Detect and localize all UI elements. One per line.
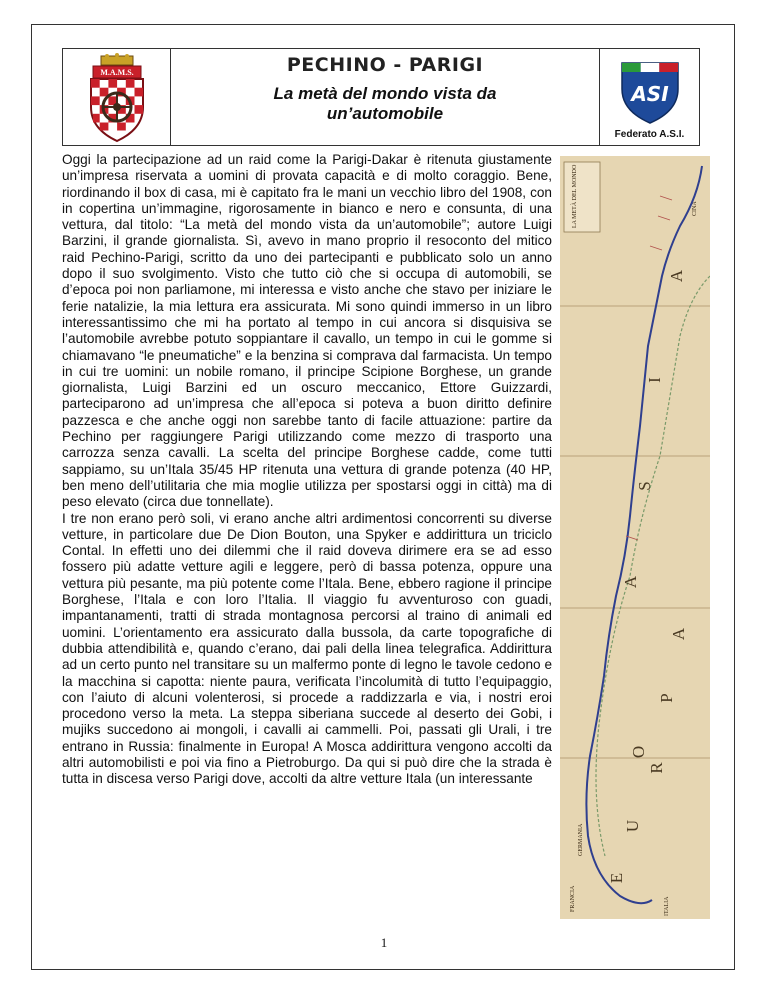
map-letter-o: O [629, 745, 648, 759]
mams-shield-icon [63, 49, 171, 145]
map-letter-i: I [645, 377, 664, 383]
header-box [62, 48, 700, 146]
article-body: Oggi la partecipazione ad un raid come la Parigi-Dakar è ritenuta giustamente un’impresa riservata a uomini di provata capacità e di molto coraggio. Bene, riordinando il box di casa, mi è capitato fra le mani un vecchio libro del 1908, con in copertina un’immagine, rigorosamente in bianco e nero e consunta, di una vettura, dal titolo: “La metà del mondo vista da un’automobile”; autore Luigi Barzini, il grande giornalista. Sì, avevo in mano proprio il resoconto del mitico raid Pechino-Parigi, scritto da uno dei partecipanti e pubblicato solo un anno dopo il suo svolgimento. Visto che tutto ciò che si occupa di automobili, se d’epoca poi non parliamone, mi interessa e visto anche che stavo per iniziare le ferie natalizie, la mia lettura era assicurata. Mi sono quindi immerso in un libro interessantissimo che mi ha portato al tempo in cui ancora si disquisiva se l’automobile avrebbe potuto soppiantare il cavallo, un tempo in cui le gomme si chiamavano “le pneumatiche” e la benzina si comprava dal farmacista. Un tempo in cui tre uomini: un nobile romano, il principe Scipione Borghese, un grande giornalista, Luigi Barzini ed un oscuro meccanico, Ettore Guizzardi, parteciparono ad un’impresa che all’epoca si poteva a buon diritto definire pazzesca e che anche oggi non sarebbe tanto di facile attuazione: partire da Pechino per raggiungere Parigi utilizzando come mezzo di trasporto una carrozza senza cavalli. La scelta del principe Borghese cadde, come tutti sappiamo, su un’Itala 35/45 HP ritenuta una vettura di grande potenza (40 HP, ben meno dell’utilitaria che mia moglie utilizza per spostarsi oggi in città) ma di peso elevato (circa due tonnellate). I tre non erano però soli, vi erano anche altri ardimentosi concorrenti su diverse vetture, in particolare due De Dion Bouton, una Spyker e addirittura un triciclo Contal. In effetti uno dei dilemmi che il raid doveva dirimere era se ad esso fossero più adatte vetture agili e leggere, però di bassa potenza, oppure una vettura più pesante, ma più potente come l’Itala. Bene, ebbero ragione il principe Borghese, l’Itala e con loro l’Italia. Il viaggio fu avventuroso con guadi, impantanamenti, tratti di strada montagnosa percorsi al traino di animali ed uomini. L’orientamento era assicurato dalla bussola, da carte topografiche di dubbia attendibilità e, quando c’erano, dai pali della linea telegrafica. Addirittura ad un certo punto nel transitare su un malfermo ponte di legno le tavole cedono e la macchina si capotta: niente paura, verificata l’incolumità di tutto l’equipaggio, con l’aiuto di alcuni volenterosi, si procede a raddizzarla e via, i nostri eroi procedono verso la meta. La steppa siberiana succede al deserto dei Gobi, i mujiks succedono ai mongoli, i cavalli ai cammelli. Poi, passati gli Urali, i tre entrano in Russia: finalmente in Europa! A Mosca addirittura vengono accolti da altri automobilisti e poi via fino a Pietroburgo. Da qui si può dire che la strada è tutta in discesa verso Parigi dove, accolti da altre vetture Itala (un interessante [62, 152, 552, 787]
asi-logo-text: ASI [631, 82, 669, 106]
map-letter-u: U [623, 819, 642, 833]
map-label-france: FRANCIA [570, 885, 576, 912]
page-title: PECHINO - PARIGI [286, 54, 484, 76]
map-letter-a3: A [669, 627, 688, 641]
route-map-image [560, 156, 710, 919]
map-label-china: CINA [692, 201, 698, 216]
federation-caption: Federato A.S.I. [614, 129, 685, 140]
map-label-italy: ITALIA [664, 896, 670, 916]
map-letter-a2: A [621, 575, 640, 589]
header-title-area [171, 49, 599, 145]
map-title-text: LA METÀ DEL MONDO [572, 164, 578, 228]
asi-shield-icon [600, 49, 700, 129]
mams-logo-text: M.A.M.S. [100, 68, 134, 77]
map-letter-e: E [607, 872, 626, 884]
map-letter-s: S [635, 481, 654, 491]
map-label-germany: GERMANIA [578, 823, 584, 856]
page-subtitle [171, 84, 599, 124]
map-letter-p: P [657, 693, 676, 703]
subtitle-line-1: La metà del mondo vista da [273, 84, 497, 103]
asi-logo-cell [599, 49, 699, 145]
mams-logo-cell [63, 49, 171, 145]
subtitle-line-2: un’automobile [326, 104, 444, 123]
page-number: 1 [380, 935, 388, 950]
map-letter-a1: A [667, 269, 686, 283]
map-letter-r: R [647, 762, 666, 774]
